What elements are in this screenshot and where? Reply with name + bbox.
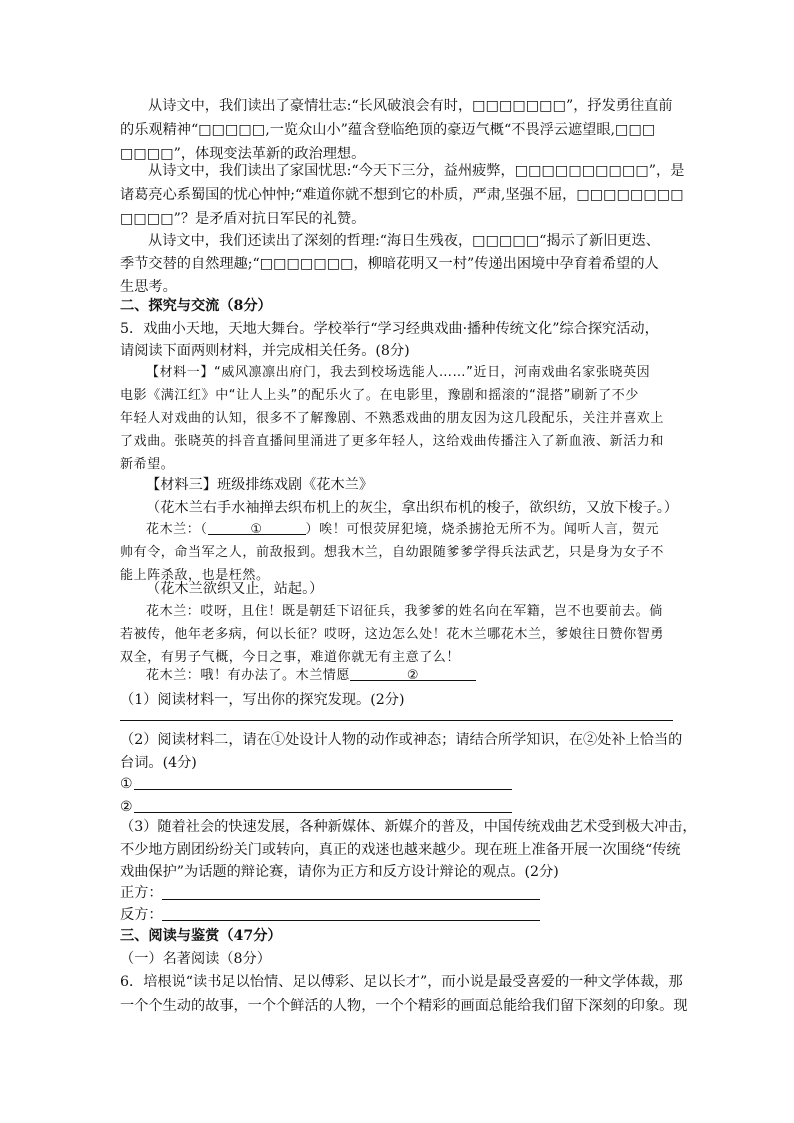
- dialogue-a-line3: 能上阵杀敌，也是枉然。: [120, 568, 270, 583]
- para2-line3: □□□□”？是矛盾对抗日军民的礼赞。: [120, 211, 366, 227]
- para3-line3: 生思考。: [120, 279, 177, 295]
- dialogue-c-text: 花木兰：哦！有办法了。木兰情愿: [146, 668, 351, 683]
- blank-2[interactable]: [350, 664, 476, 681]
- section3-heading: 三、阅读与鉴赏（47分）: [120, 928, 282, 944]
- material1-line1: 【材料一】“威风凛凛出府门，我去到校场选能人……”近日，河南戏曲名家张晓英因: [146, 365, 651, 380]
- sub-question-3-line1: （3）随着社会的快速发展，各种新媒体、新媒介的普及，中国传统戏曲艺术受到极大冲击，: [120, 819, 697, 835]
- material1-line3: 年轻人对戏曲的认知，很多不了解豫剧、不熟悉戏曲的朋友因为这几段配乐，关注并喜欢上: [120, 411, 665, 426]
- sub-question-3-line3: 戏曲保护”为话题的辩论赛，请你为正方和反方设计辩论的观点。(2分): [120, 864, 559, 880]
- section2-heading: 二、探究与交流（8分）: [120, 298, 272, 314]
- para1-line2: 的乐观精神“□□□□□,一览众山小”蕴含登临绝顶的豪迈气概“不畏浮云遮望眼,□□□: [120, 122, 656, 138]
- pro-answer-line[interactable]: [162, 899, 540, 900]
- q5-line2: 请阅读下面两则材料，并完成相关任务。(8分): [120, 343, 410, 359]
- material1-line4: 了戏曲。张晓英的抖音直播间里涌进了更多年轻人，这给戏曲传播注入了新血液、新活力和: [120, 434, 665, 449]
- section3-subheading: （一）名著阅读（8分）: [120, 951, 271, 967]
- answer-label-2: ②: [120, 799, 133, 815]
- para2-line1: 从诗文中，我们读出了家国忧思:“今天下三分，益州疲弊，□□□□□□□□□□”，是: [148, 163, 685, 179]
- answer-label-1: ①: [120, 776, 133, 792]
- answer-line-2b[interactable]: [134, 812, 512, 813]
- para1-line1: 从诗文中，我们读出了豪情壮志:“长风破浪会有时，□□□□□□□”，抒发勇往直前: [148, 98, 673, 114]
- pro-label: 正方：: [120, 885, 163, 901]
- para3-line1: 从诗文中，我们还读出了深刻的哲理:“海日生残夜，□□□□□“揭示了新旧更迭、: [148, 233, 660, 249]
- dialogue-b-line2: 若被传，他年老多病，何以长征？哎呀，这边怎么处！花木兰哪花木兰，爹娘往日赞你智勇: [120, 627, 665, 642]
- con-label: 反方：: [120, 907, 163, 923]
- sub-question-3-line2: 不少地方剧团纷纷关门或转向，真正的戏迷也越来越少。现在班上准备开展一次围绕“传统: [120, 842, 681, 858]
- dialogue-a-line2: 帅有令，命当军之人，前敌报到。想我木兰，自幼跟随爹爹学得兵法武艺，只是身为女子不: [120, 545, 665, 560]
- q6-line1: 6．培根说“读书足以怡情、足以傅彩、足以长才”，而小说是最受喜爱的一种文学体裁，那: [120, 974, 683, 990]
- stage-direction-2: （花木兰欲织又止，站起。）: [146, 581, 324, 597]
- answer-line-2a[interactable]: [134, 789, 512, 790]
- para1-line3: □□□□”，体现变法革新的政治理想。: [120, 146, 366, 162]
- dialogue-a-line1: [146, 518, 659, 542]
- sub-question-2-line1: （2）阅读材料二，请在①处设计人物的动作或神态；请结合所学知识，在②处补上恰当的: [120, 732, 683, 748]
- con-answer-line[interactable]: [162, 920, 540, 921]
- blank-1[interactable]: [208, 518, 306, 535]
- material3-title: 【材料三】班级排练戏剧《花木兰》: [146, 477, 374, 493]
- blank-1-mark: ①: [250, 522, 263, 537]
- stage-direction-1: （花木兰右手水袖掸去织布机上的灰尘，拿出织布机的梭子，欲织纺，又放下梭子。）: [146, 500, 679, 516]
- material1-line5: 新希望。: [120, 457, 175, 472]
- dialogue-c: [146, 664, 476, 688]
- answer-line-1[interactable]: [120, 720, 673, 721]
- dialogue-b-line3: 双全，有男子气概，今日之事，难道你就无有主意了么！: [120, 650, 461, 665]
- blank-2-mark: ②: [406, 668, 420, 683]
- dialogue-b-line1: 花木兰：哎呀，且住！既是朝廷下诏征兵，我爹爹的姓名向在军籍，岂不也要前去。倘: [146, 604, 663, 619]
- q6-line2: 一个个生动的故事，一个个鲜活的人物，一个个精彩的画面总能给我们留下深刻的印象。现: [120, 998, 688, 1014]
- material1-line2: 电影《满江红》中“让人上头”的配乐火了。在电影里，豫剧和摇滚的“混搭”刷新了不少: [120, 388, 639, 403]
- para2-line2: 诸葛亮心系蜀国的忧心忡忡;“难道你就不想到它的朴质，严肃,坚强不屈，□□□□□□□□: [120, 187, 684, 203]
- q5-line1: 5．戏曲小天地，天地大舞台。学校举行“学习经典戏曲·播种传统文化”综合探究活动，: [120, 321, 659, 337]
- sub-question-2-line2: 台词。(4分): [120, 755, 197, 771]
- sub-question-1: （1）阅读材料一，写出你的探究发现。(2分): [120, 692, 405, 708]
- para3-line2: 季节交替的自然理趣;“□□□□□□□，柳暗花明又一村”传递出困境中孕育着希望的人: [120, 256, 659, 272]
- speaker-label: 花木兰：: [146, 522, 201, 537]
- dialogue-a-rest: ）唉！可恨荧屏犯境，烧杀掳抢无所不为。闻听人言，贺元: [305, 522, 660, 537]
- paren-open: （: [200, 522, 208, 537]
